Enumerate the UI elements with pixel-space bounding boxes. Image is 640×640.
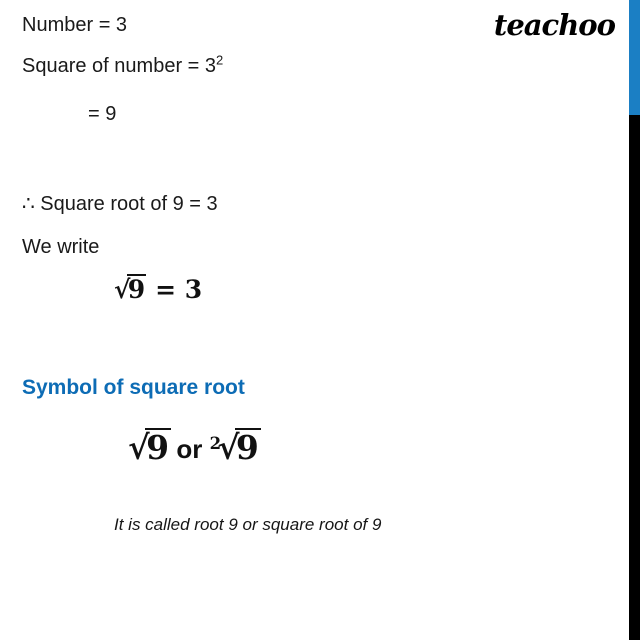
caption-root-naming: It is called root 9 or square root of 9 [114, 515, 382, 534]
line-equals-nine: = 9 [88, 103, 117, 125]
radical-sign-icon: √ [114, 275, 130, 304]
teachoo-logo: teachoo [493, 8, 615, 42]
black-edge-bar [629, 115, 640, 640]
equation-rhs: = 3 [155, 275, 203, 304]
radical-expression-second [210, 428, 261, 467]
equation-sqrt-notations [128, 428, 261, 467]
radical-sign-icon: √ [128, 428, 149, 467]
line-therefore-square-root: ∴ Square root of 9 = 3 [22, 193, 218, 215]
line-number-equals-3: Number = 3 [22, 14, 128, 36]
square-exponent: 2 [216, 52, 224, 68]
radicand-first: 9 [146, 428, 170, 467]
root-index: 2 [209, 433, 222, 453]
blue-edge-bar [629, 0, 640, 115]
radicand: 9 [127, 275, 146, 304]
square-base-text: Square of number = 3 [22, 55, 217, 77]
section-heading-symbol-of-square-root: Symbol of square root [22, 376, 245, 399]
radical-sign-icon: √ [217, 428, 238, 467]
line-we-write: We write [22, 236, 100, 258]
radical-expression [114, 275, 146, 304]
line-square-of-number [22, 52, 224, 78]
radical-expression-first [128, 428, 171, 467]
or-text: or [176, 433, 203, 464]
radicand-second: 9 [235, 428, 259, 467]
equation-sqrt-9-equals-3 [114, 274, 202, 304]
